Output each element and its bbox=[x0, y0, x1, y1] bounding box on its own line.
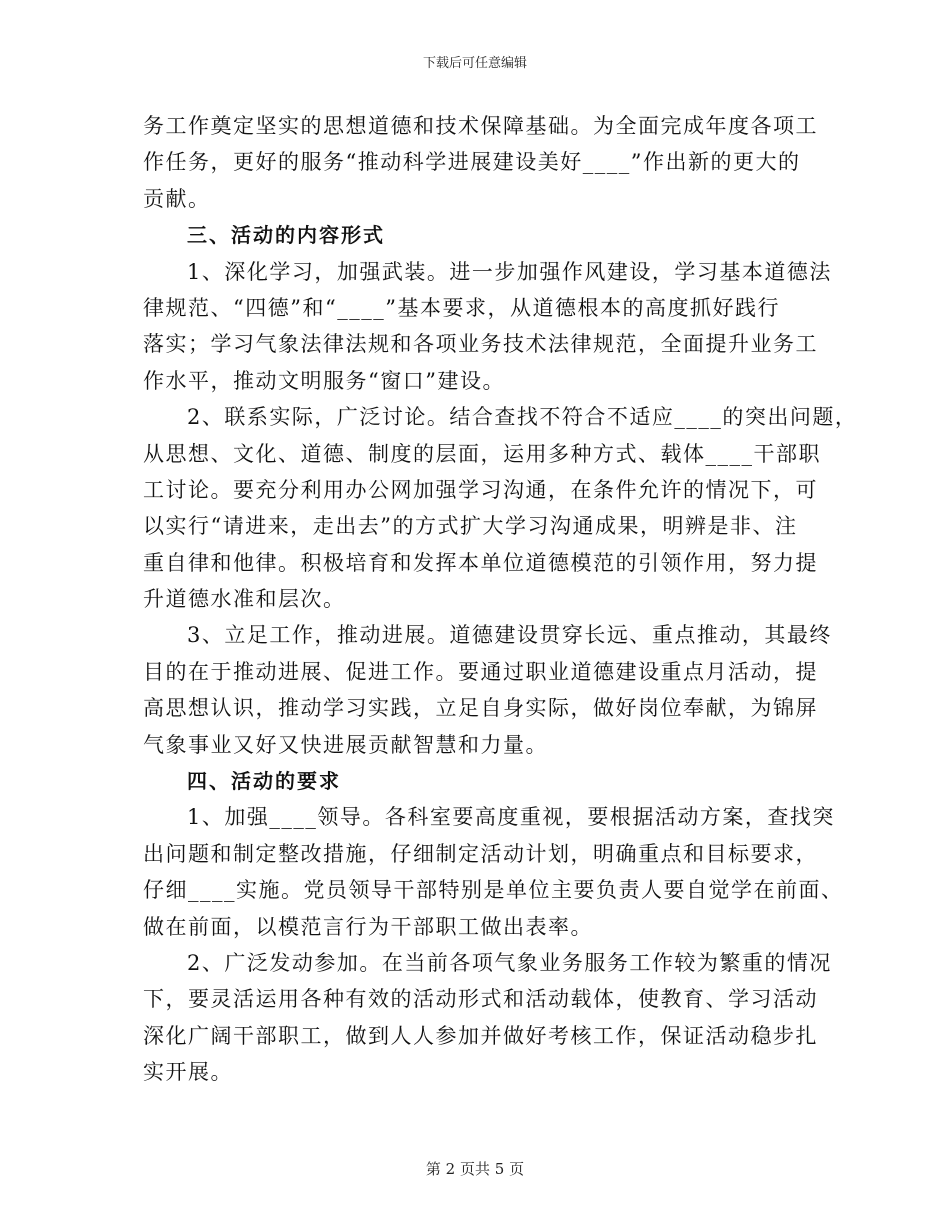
body-line: 从思想、文化、道德、制度的层面，运用多种方式、载体____干部职 bbox=[143, 441, 821, 466]
body-line: 下，要灵活运用各种有效的活动形式和活动载体，使教育、学习活动 bbox=[143, 987, 818, 1012]
body-line: 实开展。 bbox=[143, 1060, 233, 1085]
section-heading: 三、活动的内容形式 bbox=[187, 223, 385, 248]
body-line: 落实；学习气象法律法规和各项业务技术法律规范，全面提升业务工 bbox=[143, 332, 818, 357]
body-line: 目的在于推动进展、促进工作。要通过职业道德建设重点月活动，提 bbox=[143, 659, 818, 684]
paragraph-start: 2、广泛发动参加。在当前各项气象业务服务工作较为繁重的情况 bbox=[187, 950, 832, 975]
body-line: 以实行“请进来，走出去”的方式扩大学习沟通成果，明辨是非、注 bbox=[143, 514, 798, 539]
body-line: 作水平，推动文明服务“窗口”建设。 bbox=[143, 368, 505, 393]
body-line: 升道德水准和层次。 bbox=[143, 587, 346, 612]
body-line: 务工作奠定坚实的思想道德和技术保障基础。为全面完成年度各项工 bbox=[143, 114, 818, 138]
page-footer: 第 2 页共 5 页 bbox=[425, 1160, 525, 1178]
paragraph-start: 1、加强____领导。各科室要高度重视，要根据活动方案，查找突 bbox=[187, 805, 835, 830]
body-line: 做在前面，以模范言行为干部职工做出表率。 bbox=[143, 914, 593, 939]
body-line: 工讨论。要充分利用办公网加强学习沟通，在条件允许的情况下，可 bbox=[143, 477, 818, 502]
body-line: 出问题和制定整改措施，仔细制定活动计划，明确重点和目标要求， bbox=[143, 841, 818, 866]
paragraph-start: 3、立足工作，推动进展。道德建设贯穿长远、重点推动，其最终 bbox=[187, 623, 832, 648]
body-line: 律规范、“四德”和“____”基本要求，从道德根本的高度抓好践行 bbox=[143, 295, 780, 320]
body-line: 作任务，更好的服务“推动科学进展建设美好____”作出新的更大的 bbox=[143, 150, 801, 175]
document-body bbox=[143, 108, 858, 1091]
body-line: 重自律和他律。积极培育和发挥本单位道德模范的引领作用，努力提 bbox=[143, 550, 818, 575]
body-line: 高思想认识，推动学习实践，立足自身实际，做好岗位奉献，为锦屏 bbox=[143, 696, 818, 721]
body-line: 气象事业又好又快进展贡献智慧和力量。 bbox=[143, 732, 548, 757]
section-heading: 四、活动的要求 bbox=[187, 769, 341, 794]
body-line: 深化广阔干部职工，做到人人参加并做好考核工作，保证活动稳步扎 bbox=[143, 1023, 818, 1048]
paragraph-start: 2、联系实际，广泛讨论。结合查找不符合不适应____的突出问题， bbox=[187, 405, 858, 430]
page-header: 下载后可任意编辑 bbox=[422, 56, 527, 71]
paragraph-start: 1、深化学习，加强武装。进一步加强作风建设，学习基本道德法 bbox=[187, 259, 832, 284]
body-line: 贡献。 bbox=[143, 186, 211, 211]
body-line: 仔细____实施。党员领导干部特别是单位主要负责人要自觉学在前面、 bbox=[143, 878, 844, 903]
